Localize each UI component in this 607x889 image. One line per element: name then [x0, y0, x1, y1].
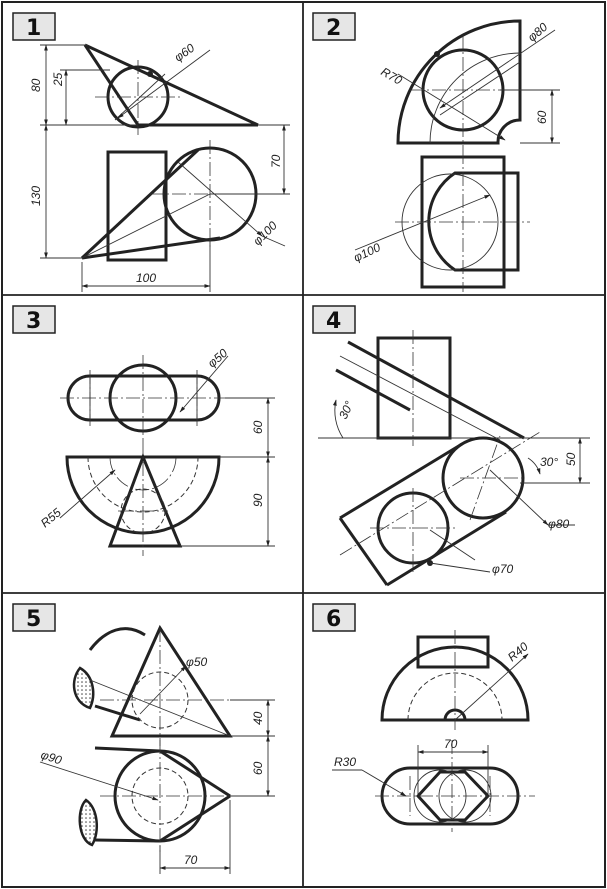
- label-60: 60: [251, 761, 265, 775]
- panel-2-front-view: [355, 150, 530, 292]
- panel-6-top-view: [375, 740, 535, 832]
- label-50: 50: [564, 452, 578, 466]
- panel-6-front-view: [382, 630, 528, 730]
- panel-3-front-view: [60, 440, 219, 556]
- panel-5-top-view: [40, 740, 260, 852]
- label-100: 100: [136, 271, 157, 285]
- panel-5: [13, 604, 275, 874]
- panel-6-number: 6: [326, 607, 342, 632]
- label-60: 60: [251, 420, 265, 434]
- panel-6: [313, 604, 535, 832]
- label-r55: R55: [37, 505, 64, 531]
- label-90: 90: [251, 493, 265, 507]
- label-r70: R70: [378, 64, 405, 88]
- panel-2-number: 2: [326, 16, 342, 41]
- panel-1-number: 1: [26, 16, 42, 41]
- panel-2-top-view: [398, 21, 520, 150]
- label-30-top: 30°: [540, 455, 559, 469]
- label-r40: R40: [504, 639, 531, 665]
- label-25: 25: [51, 72, 65, 86]
- panel-1-front-view: [82, 140, 265, 260]
- label-d100: φ100: [351, 240, 383, 265]
- panel-2: [313, 13, 560, 292]
- label-70: 70: [444, 737, 458, 751]
- panel-3-number: 3: [26, 309, 42, 334]
- label-60: 60: [535, 110, 549, 124]
- label-40: 40: [251, 711, 265, 725]
- panel-2-dimensions: [440, 30, 560, 143]
- panel-4-front-view: [318, 330, 526, 446]
- panel-5-front-view: [74, 628, 260, 746]
- panel-1-top-view: [85, 45, 258, 135]
- label-d80: φ80: [524, 19, 551, 45]
- panel-4-number: 4: [326, 309, 342, 334]
- panel-3: [13, 306, 275, 556]
- panel-4-top-view: [340, 432, 548, 585]
- label-30-front: 30°: [336, 398, 357, 422]
- label-d100: φ100: [250, 218, 280, 249]
- label-70: 70: [184, 853, 198, 867]
- label-d80: φ80: [548, 517, 570, 531]
- label-r30: R30: [334, 755, 357, 769]
- panel-1: [13, 13, 290, 292]
- panel-3-top-view: [60, 355, 228, 440]
- label-80: 80: [29, 78, 43, 92]
- panel-5-number: 5: [26, 607, 42, 632]
- label-70: 70: [269, 154, 283, 168]
- panel-4: [313, 306, 590, 585]
- label-d70: φ70: [492, 562, 514, 576]
- label-d50: φ50: [186, 655, 208, 669]
- label-130: 130: [29, 185, 43, 206]
- label-d50: φ50: [204, 345, 231, 371]
- label-d90: φ90: [39, 747, 64, 768]
- label-d60: φ60: [171, 40, 198, 65]
